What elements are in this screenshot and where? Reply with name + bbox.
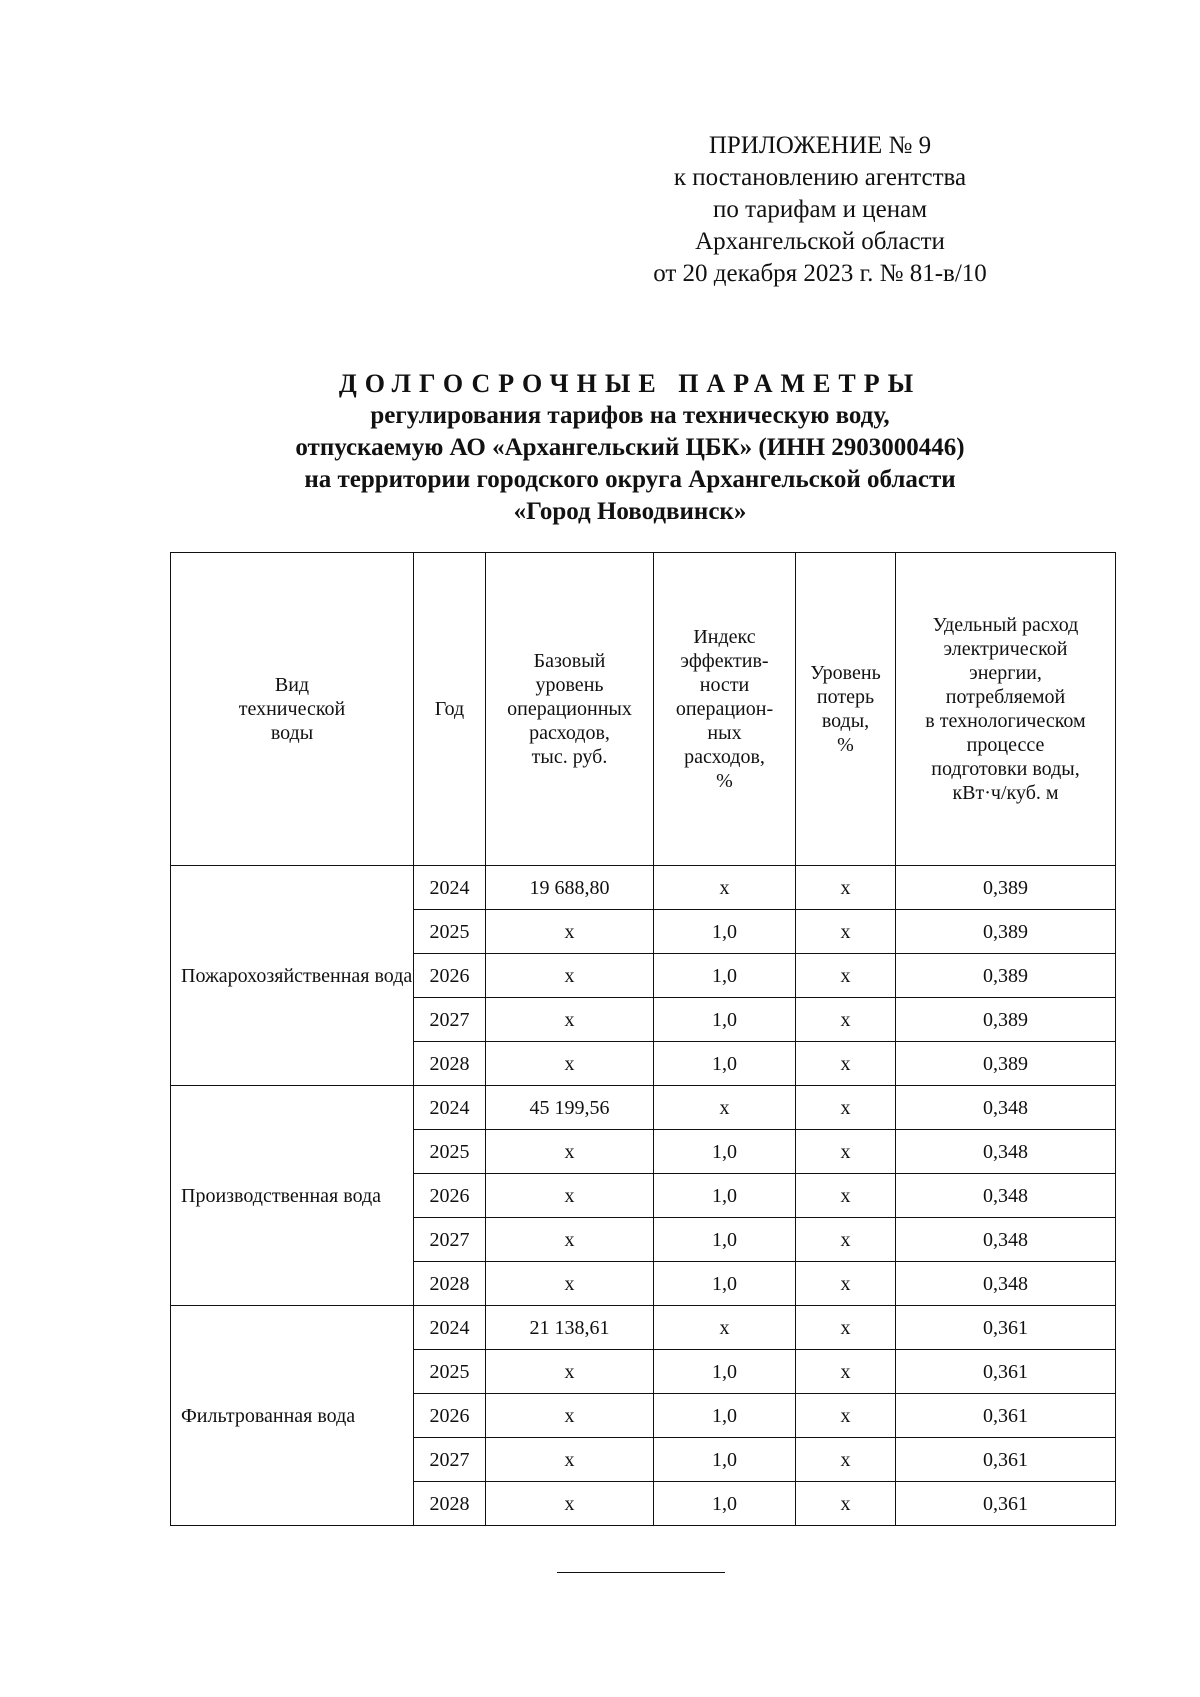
appendix-date: от 20 декабря 2023 г. № 81-в/10 (653, 260, 987, 287)
header-line: Удельный расход (932, 614, 1079, 636)
header-line: уровень (535, 674, 604, 696)
energy-consumption-cell: 0,389 (896, 998, 1116, 1042)
year-cell: 2027 (414, 998, 486, 1042)
base-expenses-cell: х (486, 1482, 654, 1526)
base-expenses-cell: 45 199,56 (486, 1086, 654, 1130)
appendix-line: Архангельской области (695, 228, 945, 255)
loss-level-cell: х (796, 1042, 896, 1086)
energy-consumption-cell: 0,361 (896, 1350, 1116, 1394)
year-cell: 2028 (414, 1262, 486, 1306)
header-base-expenses (486, 553, 654, 866)
efficiency-index-cell: 1,0 (654, 954, 796, 998)
closing-divider (557, 1572, 725, 1573)
loss-level-cell: х (796, 1394, 896, 1438)
table-header-row (171, 553, 1116, 866)
efficiency-index-cell: 1,0 (654, 998, 796, 1042)
year-cell: 2025 (414, 910, 486, 954)
water-kind-cell: Производственная вода (171, 1086, 414, 1306)
header-line: потребляемой (945, 686, 1066, 708)
efficiency-index-cell: 1,0 (654, 1042, 796, 1086)
header-line: % (837, 734, 854, 756)
year-cell: 2024 (414, 866, 486, 910)
energy-consumption-cell: 0,348 (896, 1174, 1116, 1218)
base-expenses-cell: х (486, 1394, 654, 1438)
header-loss-level (796, 553, 896, 866)
header-line: операционных (507, 698, 632, 720)
base-expenses-cell: х (486, 910, 654, 954)
title-line: «Город Новодвинск» (513, 498, 747, 525)
energy-consumption-cell: 0,389 (896, 954, 1116, 998)
base-expenses-cell: х (486, 998, 654, 1042)
energy-consumption-cell: 0,389 (896, 866, 1116, 910)
year-cell: 2028 (414, 1482, 486, 1526)
appendix-line: по тарифам и ценам (712, 196, 928, 223)
year-cell: 2027 (414, 1218, 486, 1262)
title-line: отпускаемую АО «Архангельский ЦБК» (ИНН 2903000446) (295, 434, 965, 461)
base-expenses-cell: х (486, 1350, 654, 1394)
header-line: воды, (821, 710, 870, 732)
base-expenses-cell: х (486, 1174, 654, 1218)
base-expenses-cell: х (486, 1438, 654, 1482)
year-cell: 2026 (414, 1394, 486, 1438)
loss-level-cell: х (796, 1174, 896, 1218)
appendix-header (620, 130, 1020, 290)
energy-consumption-cell: 0,361 (896, 1394, 1116, 1438)
year-cell: 2026 (414, 954, 486, 998)
table-body (171, 866, 1116, 1526)
efficiency-index-cell: х (654, 1086, 796, 1130)
energy-consumption-cell: 0,389 (896, 910, 1116, 954)
header-kind (171, 553, 414, 866)
year-cell: 2025 (414, 1350, 486, 1394)
energy-consumption-cell: 0,361 (896, 1438, 1116, 1482)
water-kind-cell: Фильтрованная вода (171, 1306, 414, 1526)
loss-level-cell: х (796, 866, 896, 910)
loss-level-cell: х (796, 1262, 896, 1306)
header-line: Уровень (810, 662, 881, 684)
header-line: операцион- (675, 698, 774, 720)
header-line: расходов, (684, 746, 765, 768)
efficiency-index-cell: 1,0 (654, 1438, 796, 1482)
year-cell: 2024 (414, 1086, 486, 1130)
energy-consumption-cell: 0,348 (896, 1130, 1116, 1174)
title-line: на территории городского округа Архангельской области (304, 466, 956, 493)
header-line: Индекс (693, 626, 756, 648)
loss-level-cell: х (796, 1482, 896, 1526)
efficiency-index-cell: 1,0 (654, 1218, 796, 1262)
header-line: электрической (943, 638, 1068, 660)
base-expenses-cell: х (486, 954, 654, 998)
year-cell: 2026 (414, 1174, 486, 1218)
energy-consumption-cell: 0,361 (896, 1482, 1116, 1526)
header-line: кВт·ч/куб. м (952, 782, 1059, 804)
table-row (171, 1306, 1116, 1350)
header-line: энергии, (969, 662, 1042, 684)
efficiency-index-cell: 1,0 (654, 1482, 796, 1526)
efficiency-index-cell: 1,0 (654, 1394, 796, 1438)
loss-level-cell: х (796, 910, 896, 954)
base-expenses-cell: х (486, 1262, 654, 1306)
loss-level-cell: х (796, 1438, 896, 1482)
header-line: подготовки воды, (931, 758, 1080, 780)
header-line: % (716, 770, 733, 792)
parameters-table (170, 552, 1116, 1526)
header-efficiency-index (654, 553, 796, 866)
header-line: воды (270, 722, 314, 744)
header-line: Вид (274, 674, 310, 696)
loss-level-cell: х (796, 998, 896, 1042)
base-expenses-cell: 19 688,80 (486, 866, 654, 910)
header-energy-consumption (896, 553, 1116, 866)
base-expenses-cell: х (486, 1042, 654, 1086)
base-expenses-cell: 21 138,61 (486, 1306, 654, 1350)
year-cell: 2024 (414, 1306, 486, 1350)
header-line: технической (238, 698, 346, 720)
efficiency-index-cell: х (654, 1306, 796, 1350)
loss-level-cell: х (796, 1218, 896, 1262)
loss-level-cell: х (796, 1306, 896, 1350)
header-line: ности (699, 674, 750, 696)
base-expenses-cell: х (486, 1218, 654, 1262)
table-row (171, 866, 1116, 910)
energy-consumption-cell: 0,361 (896, 1306, 1116, 1350)
loss-level-cell: х (796, 1130, 896, 1174)
efficiency-index-cell: 1,0 (654, 910, 796, 954)
document-title (160, 368, 1100, 528)
energy-consumption-cell: 0,348 (896, 1086, 1116, 1130)
efficiency-index-cell: 1,0 (654, 1262, 796, 1306)
efficiency-index-cell: х (654, 866, 796, 910)
efficiency-index-cell: 1,0 (654, 1130, 796, 1174)
water-kind-cell: Пожарохозяйственная вода (171, 866, 414, 1086)
year-cell: 2027 (414, 1438, 486, 1482)
header-line: Базовый (533, 650, 606, 672)
header-year (414, 553, 486, 866)
loss-level-cell: х (796, 1350, 896, 1394)
energy-consumption-cell: 0,389 (896, 1042, 1116, 1086)
loss-level-cell: х (796, 1086, 896, 1130)
header-line: потерь (816, 686, 875, 708)
header-line: расходов, (529, 722, 610, 744)
energy-consumption-cell: 0,348 (896, 1262, 1116, 1306)
table-row (171, 1086, 1116, 1130)
title-line: регулирования тарифов на техническую воду, (370, 402, 890, 429)
header-line: в технологическом (925, 710, 1086, 732)
header-line: Год (434, 698, 465, 720)
efficiency-index-cell: 1,0 (654, 1174, 796, 1218)
header-line: тыс. руб. (531, 746, 608, 768)
loss-level-cell: х (796, 954, 896, 998)
header-line: процессе (966, 734, 1045, 756)
year-cell: 2028 (414, 1042, 486, 1086)
appendix-number: ПРИЛОЖЕНИЕ № 9 (708, 132, 932, 159)
header-line: эффектив- (680, 650, 769, 672)
appendix-line: к постановлению агентства (673, 164, 967, 191)
header-line: ных (707, 722, 742, 744)
title-main: ДОЛГОСРОЧНЫЕ ПАРАМЕТРЫ (338, 369, 922, 398)
efficiency-index-cell: 1,0 (654, 1350, 796, 1394)
year-cell: 2025 (414, 1130, 486, 1174)
energy-consumption-cell: 0,348 (896, 1218, 1116, 1262)
base-expenses-cell: х (486, 1130, 654, 1174)
